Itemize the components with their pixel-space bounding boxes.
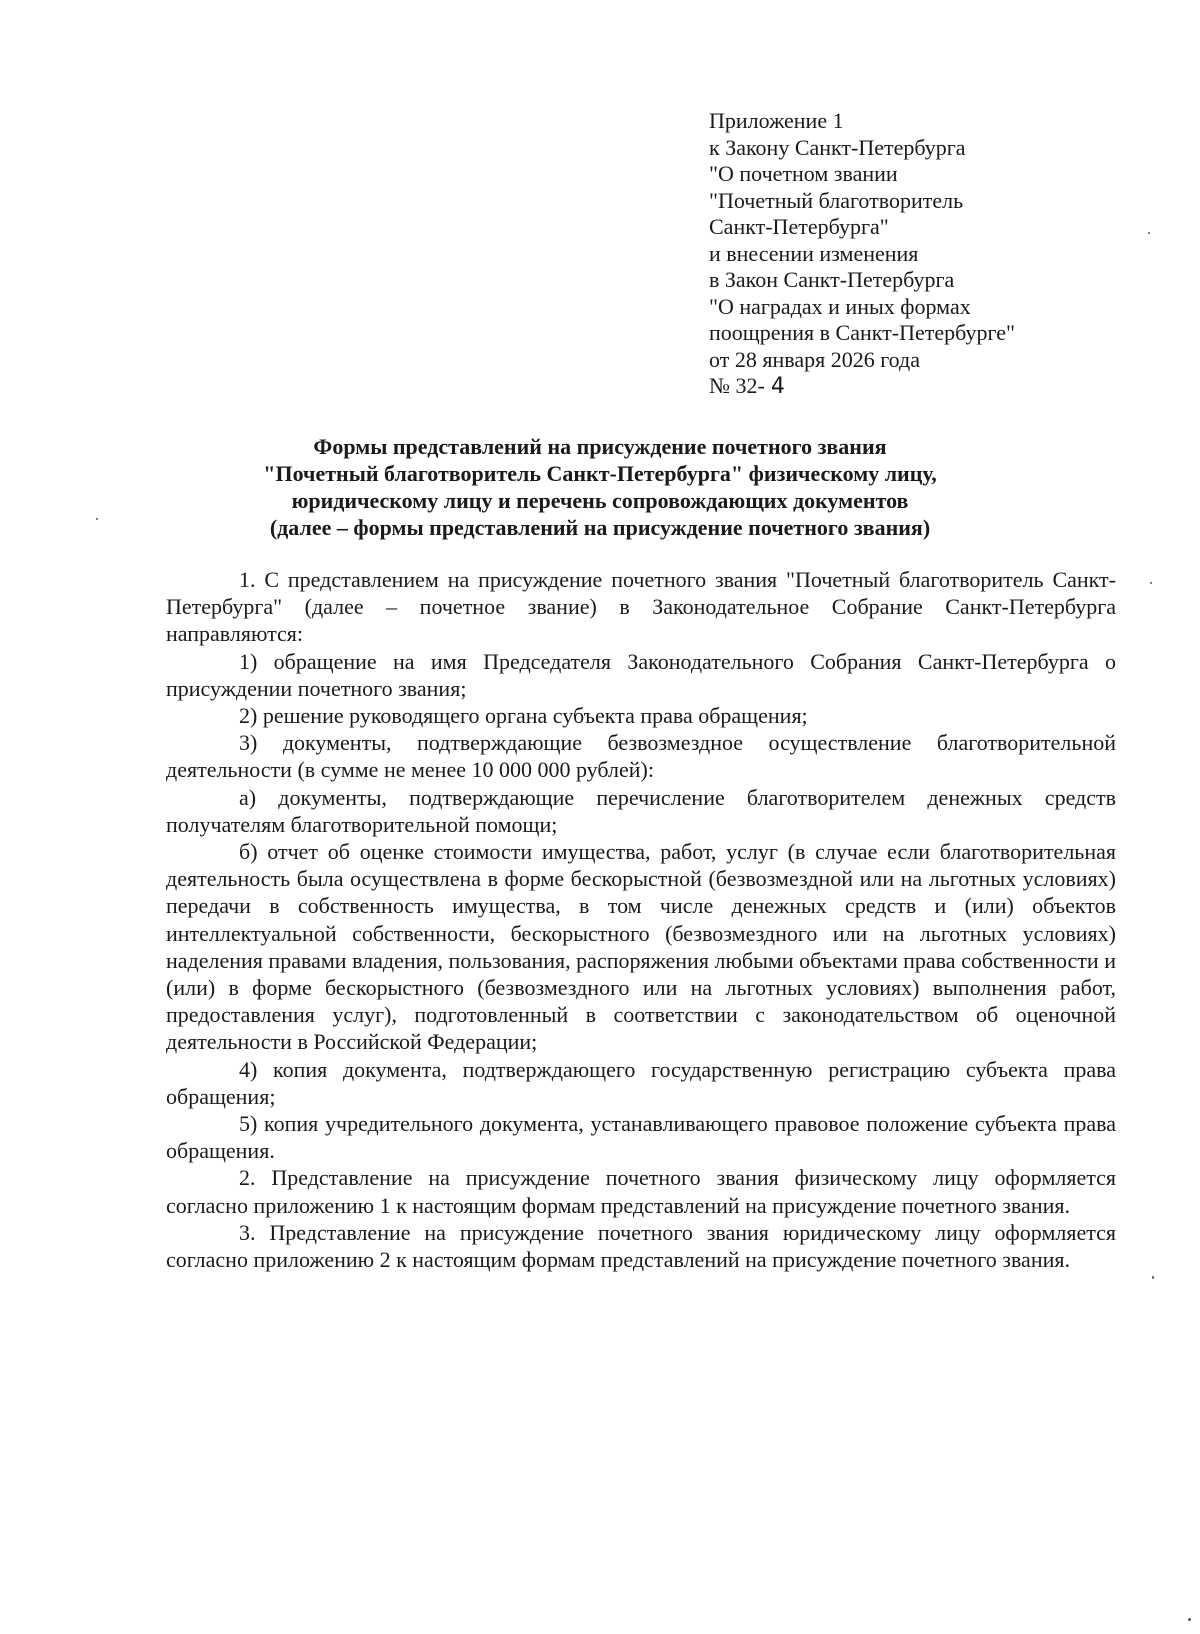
appendix-line: к Закону Санкт-Петербурга xyxy=(709,134,966,160)
item-3a: а) документы, подтверждающие перечисление благотворителем денежных средств получателям благотворительной помощи; xyxy=(166,784,1116,837)
appendix-line: от 28 января 2026 года xyxy=(709,346,920,372)
scan-speck xyxy=(1150,582,1152,584)
law-number-prefix: № 32- xyxy=(709,373,765,398)
appendix-line: Санкт-Петербурга" xyxy=(709,214,889,239)
appendix-line: Приложение 1 xyxy=(709,108,844,133)
title-line: юридическому лицу и перечень сопровождающих документов xyxy=(291,488,909,513)
scan-speck xyxy=(1152,1276,1154,1279)
law-number-handwritten: 4 xyxy=(770,374,785,399)
paragraph-2: 2. Представление на присуждение почетного звания физическому лицу оформляется согласно приложению 1 к настоящим формам представлений на присуждение почетного звания. xyxy=(166,1165,1116,1218)
scan-speck xyxy=(1188,1618,1191,1621)
item-3: 3) документы, подтверждающие безвозмездное осуществление благотворительной деятельности (в сумме не менее 10 000 000 рублей): xyxy=(166,730,1116,783)
appendix-line: "О наградах и иных формах xyxy=(709,293,971,319)
paragraph-1: 1. С представлением на присуждение почетного звания "Почетный благотворитель Санкт-Петербурга" (далее – почетное звание) в Законодательное Собрание Санкт-Петербурга направляются: xyxy=(166,567,1116,647)
item-5: 5) копия учредительного документа, устанавливающего правовое положение субъекта права обращения. xyxy=(166,1111,1116,1164)
title-line: Формы представлений на присуждение почетного звания xyxy=(313,434,887,459)
appendix-line: и внесении изменения xyxy=(709,240,919,266)
appendix-line: "Почетный благотворитель xyxy=(709,187,964,213)
paragraph-3: 3. Представление на присуждение почетного звания юридическому лицу оформляется согласно приложению 2 к настоящим формам представлений на присуждение почетного звания. xyxy=(166,1219,1116,1273)
appendix-line: в Закон Санкт-Петербурга xyxy=(709,267,955,292)
item-4: 4) копия документа, подтверждающего государственную регистрацию субъекта права обращения; xyxy=(166,1056,1116,1109)
title-line: "Почетный благотворитель Санкт-Петербурга" физическому лицу, xyxy=(263,461,937,486)
item-1: 1) обращение на имя Председателя Законодательного Собрания Санкт-Петербурга о присуждении почетного звания; xyxy=(166,648,1116,701)
title-line: (далее – формы представлений на присуждение почетного звания) xyxy=(269,515,931,540)
item-2: 2) решение руководящего органа субъекта права обращения; xyxy=(239,703,808,729)
scan-speck xyxy=(1148,232,1150,234)
document-body xyxy=(166,566,1116,1273)
scan-speck xyxy=(96,518,98,520)
appendix-line: "О почетном звании xyxy=(709,161,898,186)
document-title xyxy=(150,433,1050,541)
law-number-line xyxy=(709,373,1129,401)
appendix-block xyxy=(709,108,1129,401)
appendix-line: поощрения в Санкт-Петербурге" xyxy=(709,320,1015,345)
item-3b: б) отчет об оценке стоимости имущества, работ, услуг (в случае если благотворительная деятельность была осуществлена в форме бескорыстной (безвозмездной или на льготных условиях) передачи в собственность имущества, в том числе денежных средств и (или) объектов интеллектуальной собственности, бескорыстного (безвозмездного или на льготных условиях) наделения правами владения, пользования, распоряжения любыми объектами права собственности и (или) в форме бескорыстного (безвозмездного или на льготных условиях) выполнения работ, предоставления услуг), подготовленный в соответствии с законодательством об оценочной деятельности в Российской Федерации; xyxy=(166,839,1116,1055)
